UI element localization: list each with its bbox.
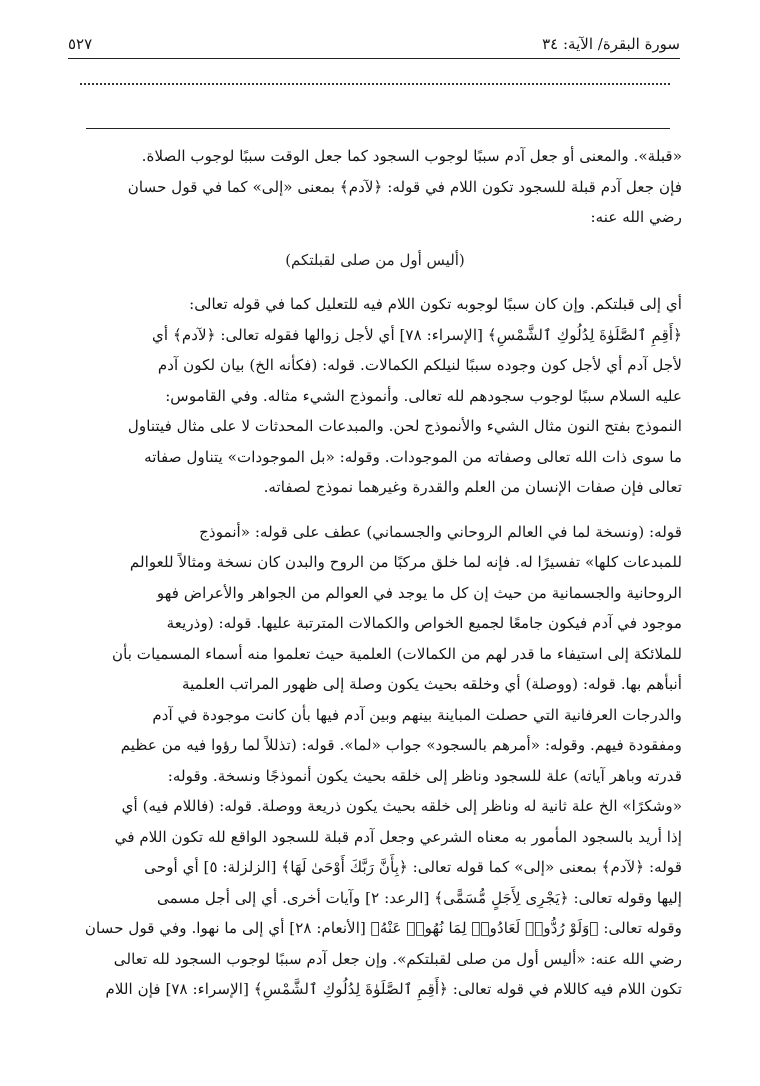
- text-line: قوله: (ونسخة لما في العالم الروحاني والجسماني) عطف على قوله: «أنموذج: [199, 522, 682, 541]
- text-line: أنبأهم بها. قوله: (ووصلة) أي وخلقه بحيث يكون وصلة إلى ظهور المراتب العلمية: [181, 675, 682, 693]
- text-line: «قبلة». والمعنى أو جعل آدم سببًا لوجوب السجود كما جعل الوقت سببًا لوجوب الصلاة.: [141, 147, 682, 165]
- dotted-rule: [80, 83, 670, 85]
- text-line: «وشكرًا» الخ علة ثانية له وناظر إلى خلقه بحيث يكون ذريعة ووصلة. قوله: (فاللام فيه) أي: [121, 797, 682, 815]
- text-line: قوله: ﴿لآدم﴾ بمعنى «إلى» كما قوله تعالى: ﴿بِأَنَّ رَبَّكَ أَوْحَىٰ لَهَا﴾ [الزلزلة: ٥] أي أوحى: [144, 858, 682, 876]
- text-line: للمبدعات كلها» تفسيرًا له. فإنه لما خلق مركبًا من الروح والبدن كان نسخة ومثالاً للعوالم: [129, 553, 682, 571]
- text-line: تكون اللام فيه كاللام في قوله تعالى: ﴿أَقِمِ ٱلصَّلَوٰةَ لِدُلُوكِ ٱلشَّمْسِ﴾ [الإسراء: ٧٨] فإن اللام: [105, 980, 682, 998]
- page-number: ٥٢٧: [68, 35, 93, 53]
- text-line: ومفقودة فيهم. وقوله: «أمرهم بالسجود» جواب «لما». قوله: (تذللاً لما رؤوا فيه من عظيم: [120, 736, 682, 754]
- text-line: ﴿أَقِمِ ٱلصَّلَوٰةَ لِدُلُوكِ ٱلشَّمْسِ﴾ [الإسراء: ٧٨] أي لأجل زوالها فقوله تعالى: ﴿لآدم﴾ أي: [152, 325, 682, 344]
- running-header: [68, 30, 680, 59]
- text-line: رضي الله عنه: «أليس أول من صلى لقبلتكم». وإن جعل آدم سببًا لوجوب السجود لله تعالى: [113, 949, 682, 968]
- text-line: إليها وقوله تعالى: ﴿يَجْرِى لِأَجَلٍ مُّسَمًّى﴾ [الرعد: ٢] وآيات أخرى. أي إلى أجل مسمى: [156, 888, 682, 907]
- text-line: عليه السلام سببًا لوجوب سجودهم لله تعالى. وأنموذج الشيء مثاله. وفي القاموس:: [165, 386, 682, 405]
- surah-title: سورة البقرة/ الآية: ٣٤: [542, 35, 680, 53]
- text-line: رضي الله عنه:: [590, 208, 682, 226]
- text-line: النموذج بفتح النون مثال الشيء والأنموذج لحن. والمبدعات المحدثات لا على مثال فيتناول: [127, 417, 682, 435]
- text-line: قدرته وباهر آياته) علة للسجود وناظر إلى خلقه بحيث يكون أنموذجًا ونسخة. وقوله:: [167, 766, 682, 785]
- text-line: وقوله تعالى: ﴿وَلَوْ رُدُّوا۟ لَعَادُوا۟ لِمَا نُهُوا۟ عَنْهُ﴾ [الأنعام: ٢٨] أي إلى ما نهوا. وفي قول حسان: [84, 919, 682, 937]
- text-line: إذا أريد بالسجود المأمور به معناه الشرعي وجعل آدم قبلة للسجود الواقع لله تكون اللام في: [114, 827, 682, 846]
- text-line: ما سوى ذات الله تعالى وصفاته من الموجودات. وقوله: «بل الموجودات» يتناول صفاته: [144, 447, 682, 466]
- paragraph-gap: [68, 503, 682, 517]
- text-line: أي إلى قبلتكم. وإن كان سببًا لوجوبه تكون اللام فيه للتعليل كما في قوله تعالى:: [189, 295, 682, 313]
- text-line: فإن جعل آدم قبلة للسجود تكون اللام في قوله: ﴿لآدم﴾ بمعنى «إلى» كما في قول حسان: [127, 177, 682, 196]
- separator-line: [86, 128, 670, 129]
- text-line: والدرجات العرفانية التي حصلت المباينة بينهم وبين آدم فيها بأن كانت موجودة في آدم: [152, 705, 682, 724]
- text-line: لأجل آدم أي لأجل كون وجوده سببًا لنيلكم الكمالات. قوله: (فكأنه الخ) بيان لكون آدم: [157, 356, 682, 374]
- poetry-verse: (أليس أول من صلى لقبلتكم): [285, 250, 465, 269]
- commentary-text: [68, 141, 682, 1005]
- text-line: للملائكة إلى استيفاء ما قدر لهم من الكمالات) العلمية حيث تعلموا منه أسماء المسميات بأن: [111, 644, 682, 663]
- text-line: الروحانية والجسمانية من حيث إن كل ما يوجد في العوالم من الجواهر والأعراض فهو: [156, 583, 682, 602]
- text-line: موجود في آدم فيكون جامعًا لجميع الخواص والكمالات المترتبة عليها. قوله: (وذريعة: [166, 614, 682, 632]
- text-line: تعالى فإن صفات الإنسان من العلم والقدرة وغيرهما نموذج لصفاته.: [263, 478, 682, 496]
